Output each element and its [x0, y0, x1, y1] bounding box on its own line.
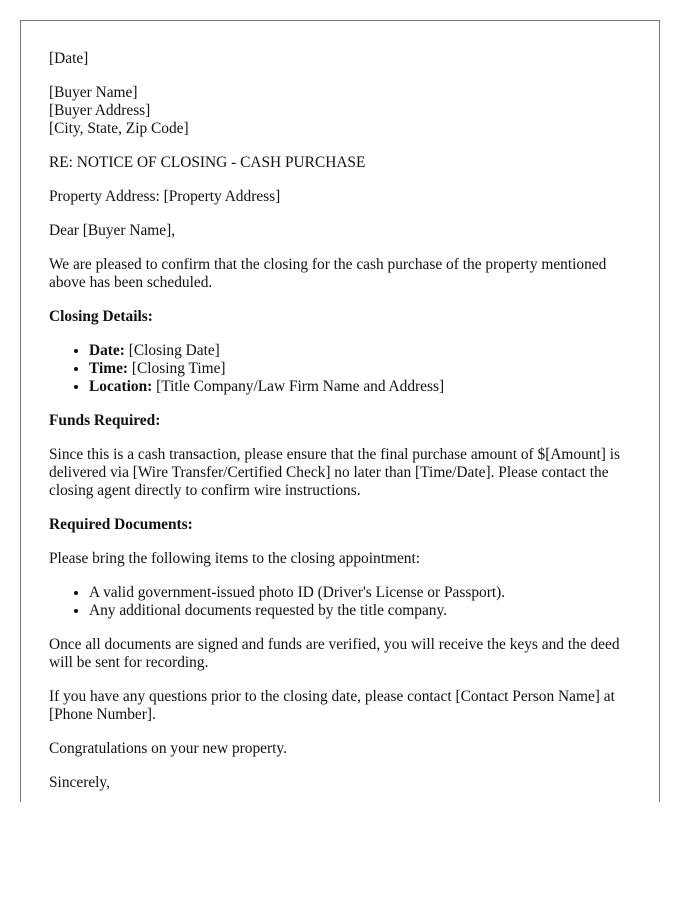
closing-details-heading-text: Closing Details: — [49, 308, 153, 325]
property-address: Property Address: [Property Address] — [49, 188, 281, 205]
closing-date-label: Date: — [89, 342, 125, 359]
closing-details-list — [49, 342, 631, 396]
subject-line: RE: NOTICE OF CLOSING - CASH PURCHASE — [49, 154, 366, 171]
letter-page — [20, 20, 660, 802]
intro-paragraph: We are pleased to confirm that the closing for the cash purchase of the property mentioned above has been scheduled. — [49, 256, 607, 291]
closing-time-label: Time: — [89, 360, 129, 377]
questions-paragraph: If you have any questions prior to the closing date, please contact [Contact Person Name] at [Phone Number]. — [49, 688, 615, 723]
buyer-name: [Buyer Name] — [49, 84, 138, 101]
list-item: • Any additional documents requested by the title company. — [89, 602, 631, 620]
funds-paragraph: Since this is a cash transaction, please ensure that the final purchase amount of $[Amount] is delivered via [Wire Transfer/Certified Check] no later than [Time/Date]. Please contact the closing agent directly to confirm wire instructions. — [49, 446, 621, 499]
list-item: • A valid government-issued photo ID (Driver's License or Passport). — [89, 584, 631, 602]
buyer-city-state-zip: [City, State, Zip Code] — [49, 120, 189, 137]
list-item — [89, 378, 631, 396]
completion-paragraph: Once all documents are signed and funds are verified, you will receive the keys and the deed will be sent for recording. — [49, 636, 620, 671]
funds-heading-text: Funds Required: — [49, 412, 161, 429]
documents-intro: Please bring the following items to the closing appointment: — [49, 550, 421, 567]
closing-location-label: Location: — [89, 378, 153, 395]
buyer-address: [Buyer Address] — [49, 102, 151, 119]
documents-heading — [49, 516, 631, 534]
documents-list — [49, 584, 631, 620]
funds-heading — [49, 412, 631, 430]
closing-location-value: [Title Company/Law Firm Name and Address] — [152, 378, 445, 395]
list-item — [89, 342, 631, 360]
closing-time-value: [Closing Time] — [128, 360, 226, 377]
salutation: Dear [Buyer Name], — [49, 222, 176, 239]
buyer-address-block — [49, 84, 631, 138]
documents-heading-text: Required Documents: — [49, 516, 193, 533]
letter-date: [Date] — [49, 50, 89, 67]
congratulations-line: Congratulations on your new property. — [49, 740, 287, 757]
closing-date-value: [Closing Date] — [124, 342, 220, 359]
list-item — [89, 360, 631, 378]
signoff: Sincerely, — [49, 774, 110, 791]
closing-details-heading — [49, 308, 631, 326]
